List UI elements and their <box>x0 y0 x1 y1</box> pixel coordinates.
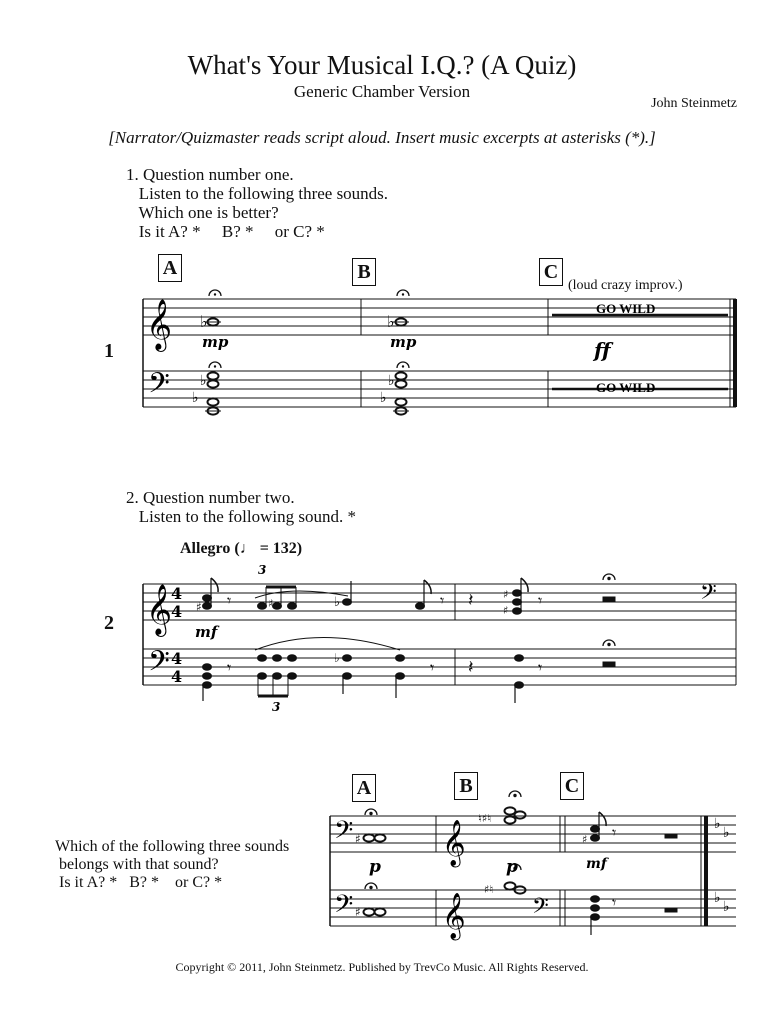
svg-text:♯: ♯ <box>503 604 509 617</box>
label-c-q3: C <box>560 772 584 800</box>
system-number-2: 2 <box>104 612 114 634</box>
label-b-q3: B <box>454 772 478 800</box>
tempo-marking: Allegro (♩ = 132) <box>180 540 303 557</box>
triplet-top: 3 <box>258 563 267 577</box>
treble-clef: 𝄞 <box>146 584 173 635</box>
improv-note: (loud crazy improv.) <box>568 278 683 293</box>
system-1-notes <box>192 290 409 415</box>
svg-text:4: 4 <box>171 667 183 686</box>
svg-text:4: 4 <box>171 649 183 668</box>
bass-clef: 𝄢 <box>700 580 717 610</box>
page-title: What's Your Musical I.Q.? (A Quiz) <box>187 50 577 80</box>
svg-text:𝄾: 𝄾 <box>227 591 232 610</box>
dynamic-p-b: p <box>506 857 518 877</box>
svg-text:𝄽: 𝄽 <box>468 657 474 678</box>
bass-clef: 𝄢 <box>532 894 549 924</box>
key-signature <box>714 816 730 915</box>
svg-text:𝄾: 𝄾 <box>538 591 543 610</box>
svg-text:♭: ♭ <box>200 373 207 389</box>
label-b: B <box>352 258 376 286</box>
treble-clef: 𝄞 <box>146 299 173 350</box>
svg-text:♭: ♭ <box>380 390 387 406</box>
question-1-line: 1. Question number one. <box>126 165 294 184</box>
svg-text:𝄾: 𝄾 <box>612 893 617 912</box>
svg-text:♭: ♭ <box>192 390 199 406</box>
svg-text:♭: ♭ <box>387 312 395 331</box>
label-a: A <box>158 254 182 282</box>
system-number-1: 1 <box>104 340 114 362</box>
triplet-bottom: 3 <box>272 700 281 714</box>
question-1-line: Which one is better? <box>126 203 279 222</box>
go-wild-treble: GO WILD <box>596 301 656 316</box>
svg-text:♭: ♭ <box>334 651 340 665</box>
bass-clef: 𝄢 <box>334 890 354 925</box>
svg-text:♯: ♯ <box>268 597 274 610</box>
label-a-q3: A <box>352 774 376 802</box>
svg-text:4: 4 <box>171 584 183 603</box>
svg-text:♯: ♯ <box>196 600 202 614</box>
svg-text:♮♯♮: ♮♯♮ <box>478 812 492 825</box>
svg-text:♭: ♭ <box>723 825 730 841</box>
dynamic-mf-c: mf <box>586 856 607 872</box>
bass-clef: 𝄢 <box>334 816 354 851</box>
question-3-line: belongs with that sound? <box>55 856 219 873</box>
bass-clef: 𝄢 <box>148 367 170 407</box>
dynamic-p-a: p <box>369 857 381 877</box>
svg-text:♭: ♭ <box>723 899 730 915</box>
go-wild-bass: GO WILD <box>596 380 656 395</box>
svg-text:♭: ♭ <box>334 595 341 610</box>
treble-clef: 𝄞 <box>442 820 466 866</box>
label-c: C <box>539 258 563 286</box>
svg-text:♯: ♯ <box>355 832 361 846</box>
svg-text:♭: ♭ <box>714 816 721 832</box>
svg-text:♯: ♯ <box>503 588 509 601</box>
svg-text:♯♮: ♯♮ <box>484 883 494 896</box>
bass-clef: 𝄢 <box>148 645 170 685</box>
question-3-line: Is it A? * B? * or C? * <box>55 874 223 891</box>
svg-text:𝄾: 𝄾 <box>612 823 617 842</box>
dynamic-mf: mf <box>195 623 218 641</box>
svg-text:♭: ♭ <box>714 890 721 906</box>
question-2-line: 2. Question number two. <box>126 488 295 507</box>
svg-text:4: 4 <box>171 602 183 621</box>
svg-text:𝄾: 𝄾 <box>440 591 445 610</box>
question-2-line: Listen to the following sound. * <box>126 507 356 526</box>
svg-text:♯: ♯ <box>582 833 588 846</box>
dynamic-c: ff <box>594 338 611 362</box>
dynamic-a: mp <box>202 333 229 351</box>
svg-text:♯: ♯ <box>355 905 361 919</box>
dynamic-b: mp <box>390 333 417 351</box>
svg-text:𝄾: 𝄾 <box>430 658 435 677</box>
time-signature <box>171 584 182 686</box>
svg-text:𝄽: 𝄽 <box>468 590 474 611</box>
svg-text:𝄾: 𝄾 <box>227 658 232 677</box>
treble-clef: 𝄞 <box>442 893 466 939</box>
svg-text:♭: ♭ <box>200 312 208 331</box>
question-1-line: Listen to the following three sounds. <box>126 184 389 203</box>
question-1-line: Is it A? * B? * or C? * <box>126 222 325 241</box>
composer: John Steinmetz <box>651 96 737 111</box>
copyright: Copyright © 2011, John Steinmetz. Published by TrevCo Music. All Rights Reserved. <box>175 960 589 974</box>
subtitle: Generic Chamber Version <box>293 82 471 101</box>
question-3-line: Which of the following three sounds <box>55 838 290 855</box>
svg-text:♭: ♭ <box>388 373 395 389</box>
svg-text:𝄾: 𝄾 <box>538 658 543 677</box>
instruction: [Narrator/Quizmaster reads script aloud. Insert music excerpts at asterisks (*).] <box>108 128 656 147</box>
